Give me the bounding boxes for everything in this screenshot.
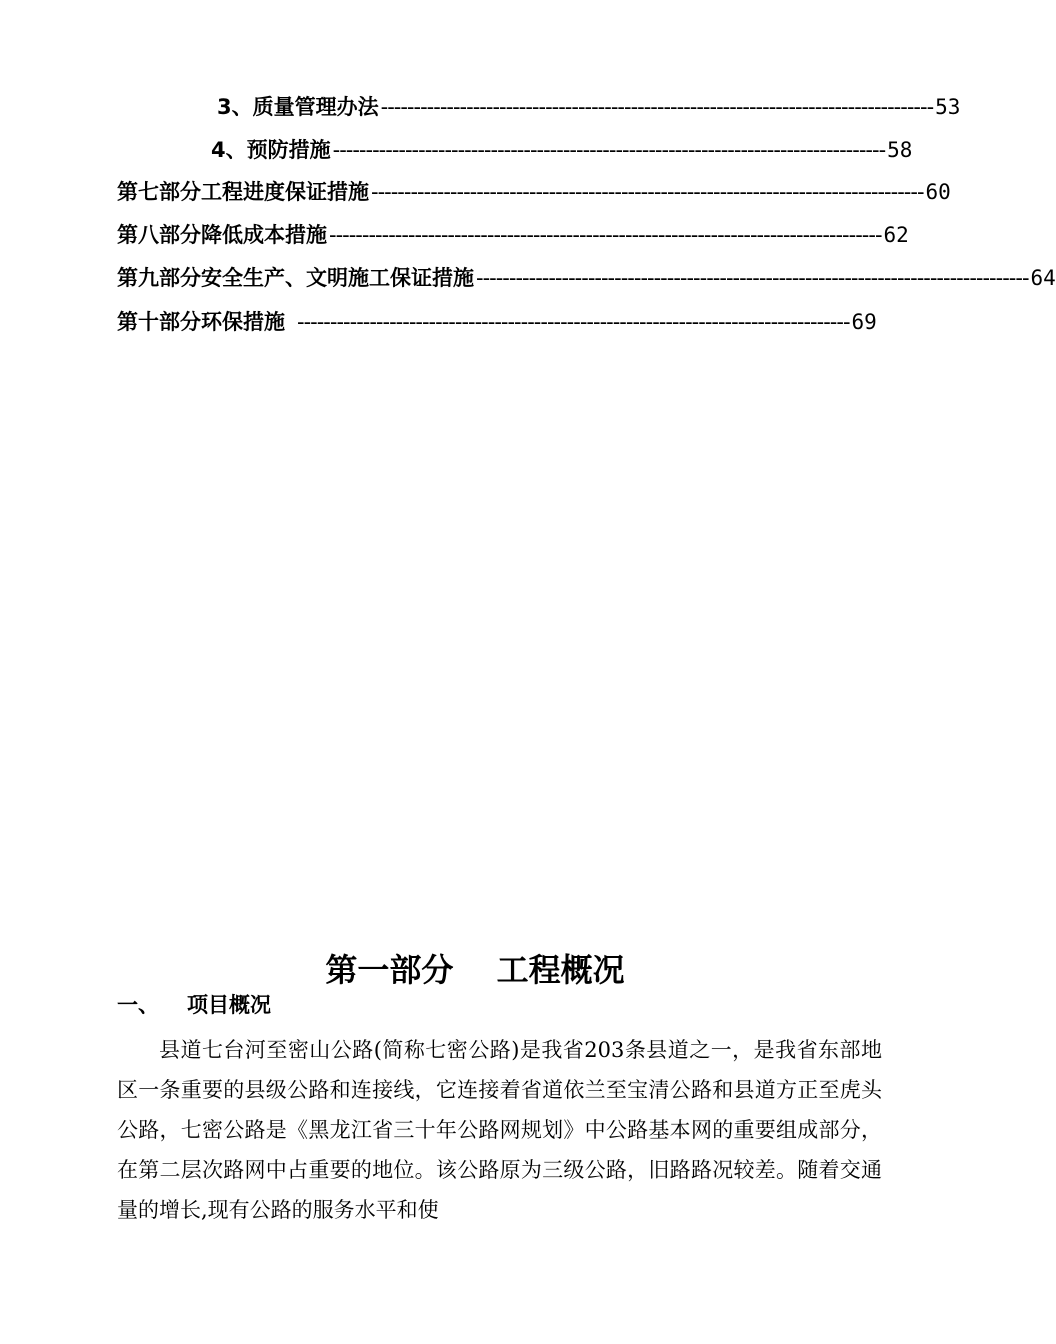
toc-entry-page: 60 (925, 180, 951, 204)
toc-leader: ------------------------------------------------------------------------------------ (332, 138, 886, 162)
toc-leader: ------------------------------------------------------------------------------------ (380, 95, 934, 119)
toc-entry[interactable] (117, 265, 1056, 291)
toc-entry[interactable] (211, 137, 913, 163)
toc-entry-title: 工程进度保证措施 (201, 180, 369, 204)
toc-entry-page: 58 (887, 138, 913, 162)
sub-heading-number: 一、 (117, 993, 159, 1017)
toc-entry-page: 53 (935, 95, 961, 119)
toc-entry-chapter: 第九部分 (117, 266, 201, 290)
toc-entry[interactable] (217, 94, 961, 120)
toc-leader: ------------------------------------------------------------------------------------ (476, 266, 1029, 290)
toc-entry-page: 62 (883, 223, 909, 247)
toc-entry-chapter: 第八部分 (117, 223, 201, 247)
toc-entry-chapter: 第七部分 (117, 180, 201, 204)
section-title: 第一部分 工程概况 (325, 951, 625, 989)
toc-entry-title: 安全生产、文明施工保证措施 (201, 266, 474, 290)
toc-entry-title: 环保措施 (201, 310, 285, 334)
toc-entry[interactable] (117, 309, 877, 335)
toc-entry-title: 3、质量管理办法 (217, 95, 379, 119)
toc-entry[interactable] (117, 222, 909, 248)
toc-entry-title: 降低成本措施 (201, 223, 327, 247)
sub-heading-text: 项目概况 (187, 993, 271, 1017)
toc-entry-page: 64 (1030, 266, 1056, 290)
toc-entry-chapter: 第十部分 (117, 310, 201, 334)
toc-entry-title: 4、预防措施 (211, 138, 331, 162)
toc-leader: ------------------------------------------------------------------------------------ (371, 180, 924, 204)
toc-entry[interactable] (117, 179, 951, 205)
toc-leader: ------------------------------------------------------------------------------------ (329, 223, 882, 247)
body-paragraph: 县道七台河至密山公路(简称七密公路)是我省203条县道之一，是我省东部地区一条重要的县级公路和连接线，它连接着省道依兰至宝清公路和县道方正至虎头公路，七密公路是《黑龙江省三十年公路网规划》中公路基本网的重要组成部分，在第二层次路网中占重要的地位。该公路原为三级公路，旧路路况较差。随着交通量的增长,现有公路的服务水平和使 (117, 1038, 882, 1222)
sub-heading (117, 990, 271, 1020)
toc-leader: ------------------------------------------------------------------------------------ (297, 310, 850, 334)
toc-entry-page: 69 (851, 310, 877, 334)
